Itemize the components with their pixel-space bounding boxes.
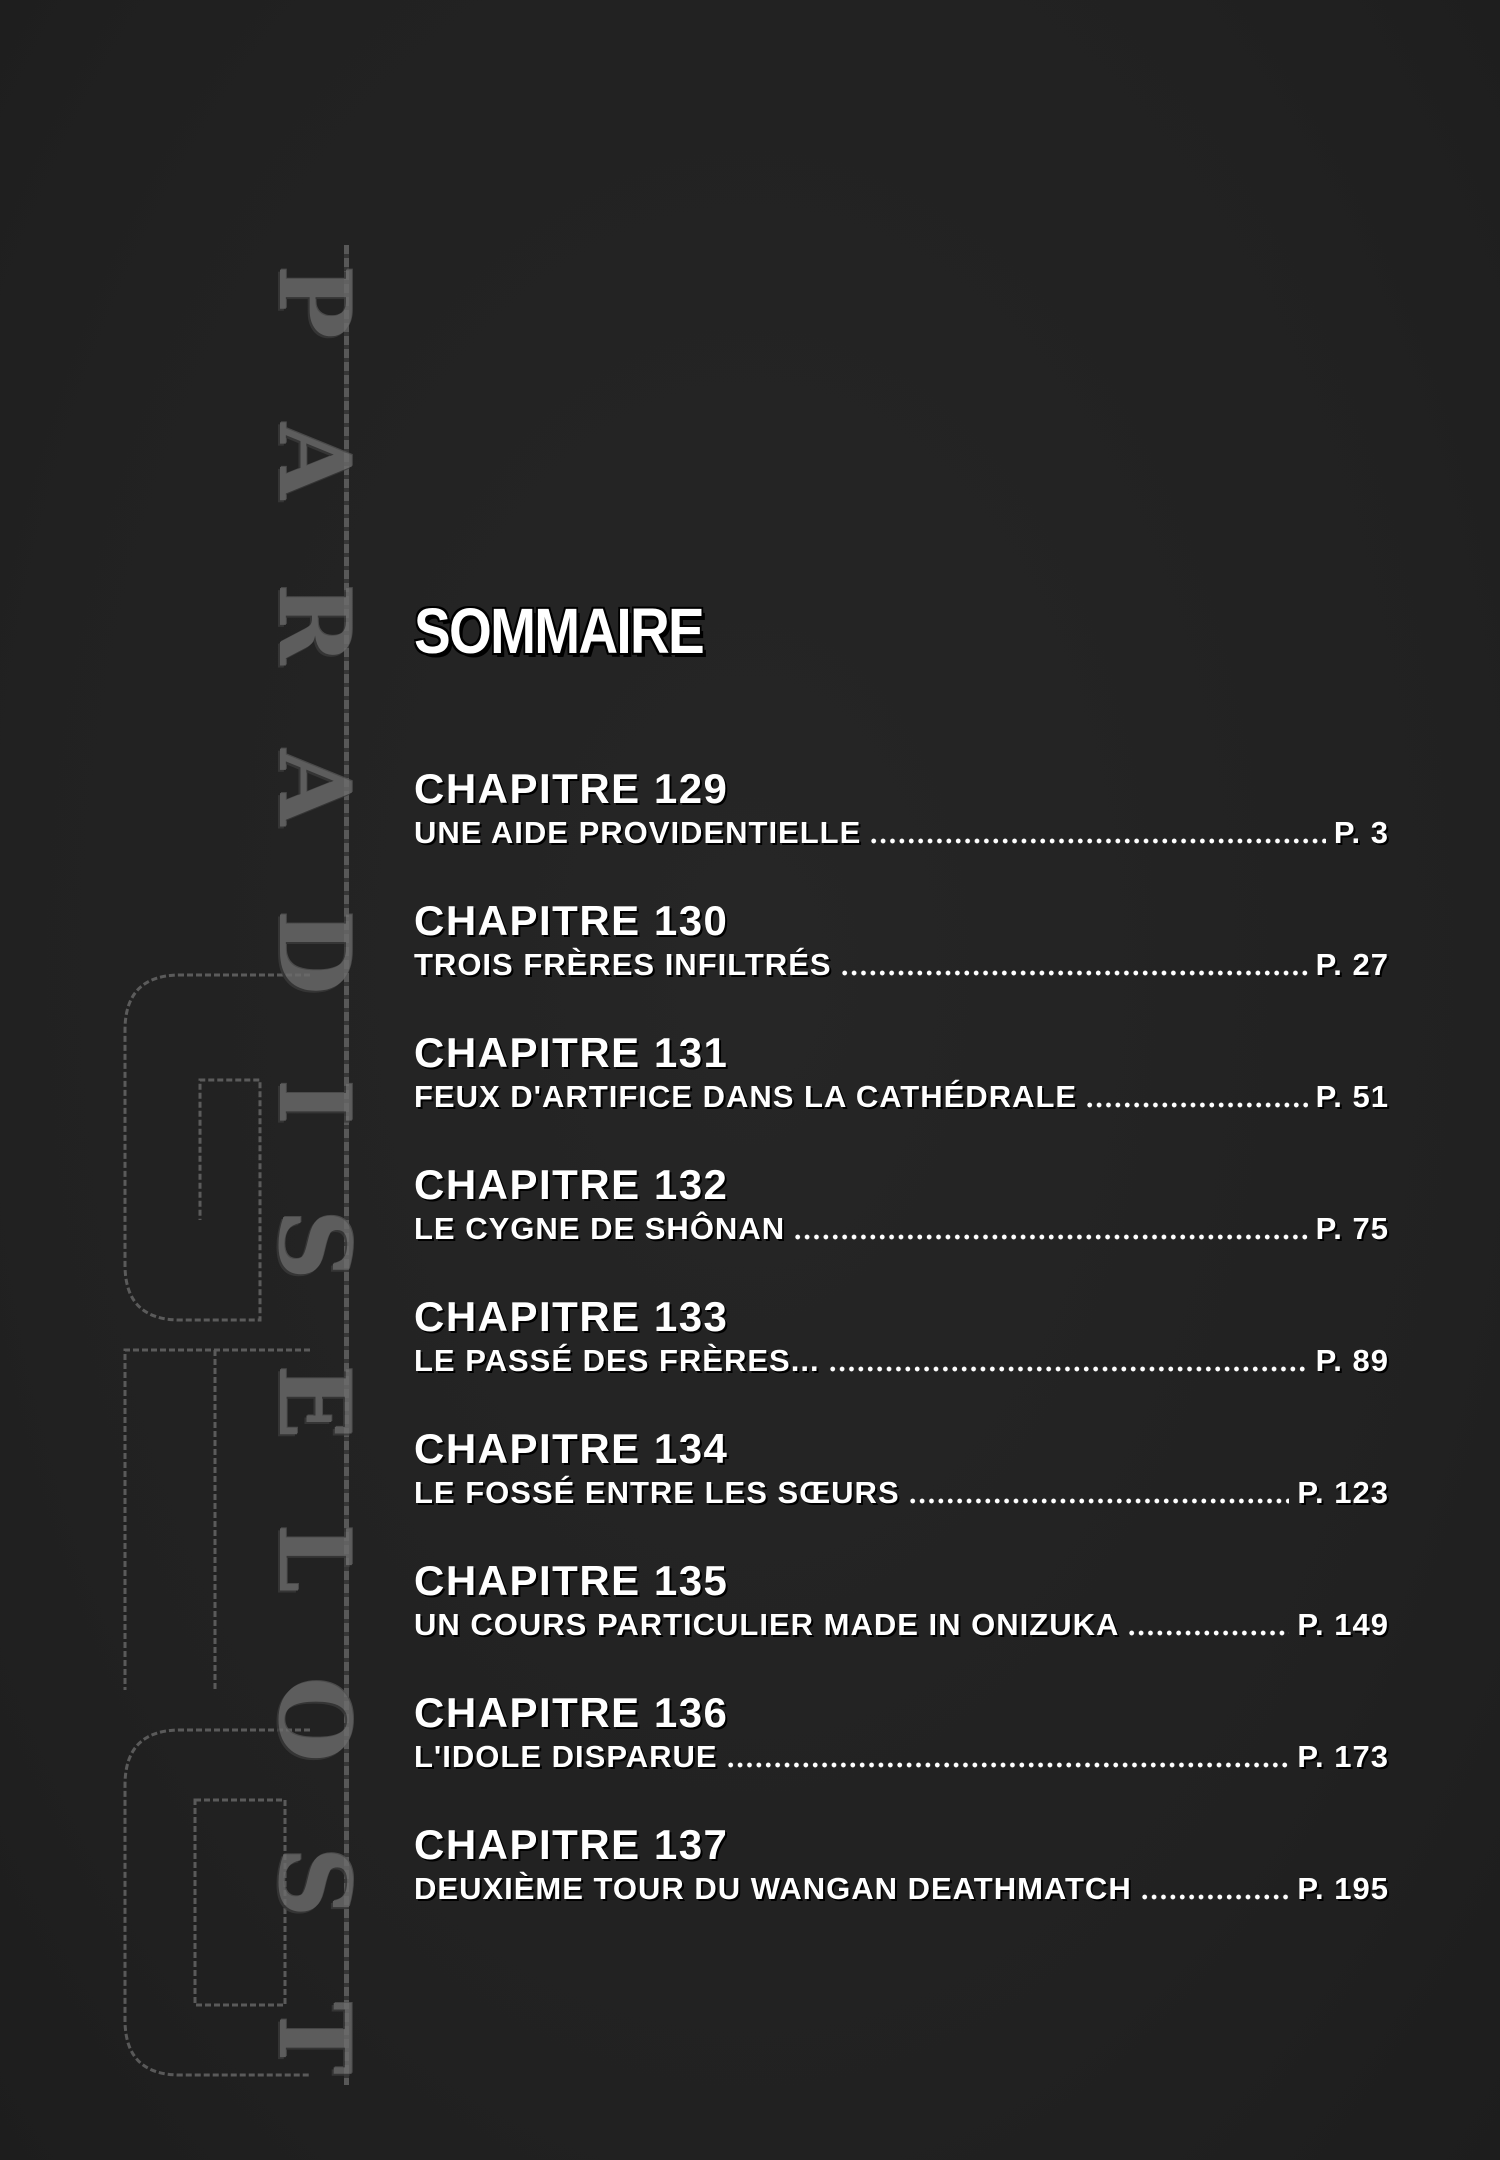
dot-leader [840, 970, 1308, 976]
logo-letter: E [256, 1364, 371, 1440]
dot-leader [908, 1498, 1290, 1504]
logo-letter: I [256, 1079, 371, 1126]
table-of-contents [414, 595, 1389, 1906]
logo-letter: A [256, 423, 371, 500]
logo-letter: L [256, 1523, 371, 1593]
chapter-page: P. 27 [1315, 947, 1389, 982]
chapter-number: CHAPITRE 130 [414, 897, 729, 944]
chapter-page: P. 149 [1297, 1607, 1389, 1642]
chapter-number: CHAPITRE 137 [414, 1821, 729, 1868]
chapter-title: LE PASSÉ DES FRÈRES... [414, 1343, 820, 1378]
dot-leader [793, 1234, 1308, 1240]
chapter-line [414, 1078, 1389, 1116]
chapter-entry [414, 1294, 1389, 1426]
chapter-entry [414, 1426, 1389, 1558]
chapter-line [414, 1474, 1389, 1512]
chapter-line [414, 814, 1389, 852]
chapter-entry [414, 766, 1389, 898]
chapter-number: CHAPITRE 133 [414, 1293, 729, 1340]
chapter-number: CHAPITRE 136 [414, 1689, 729, 1736]
chapter-title: FEUX D'ARTIFICE DANS LA CATHÉDRALE [414, 1079, 1078, 1114]
chapter-page: P. 195 [1297, 1871, 1389, 1906]
logo-letter: S [256, 1209, 371, 1281]
chapter-page: P. 89 [1315, 1343, 1389, 1378]
chapter-number: CHAPITRE 131 [414, 1029, 729, 1076]
chapter-title: LE FOSSÉ ENTRE LES SŒURS [414, 1475, 900, 1510]
dot-leader [1085, 1102, 1308, 1108]
logo-letter: A [256, 749, 371, 826]
dot-leader [1140, 1894, 1290, 1900]
dot-leader [1127, 1630, 1289, 1636]
chapter-number: CHAPITRE 134 [414, 1425, 729, 1472]
toc-title: SOMMAIRE [414, 595, 703, 667]
chapter-page: P. 75 [1315, 1211, 1389, 1246]
chapter-title: UN COURS PARTICULIER MADE IN ONIZUKA [414, 1607, 1120, 1642]
chapter-number: CHAPITRE 132 [414, 1161, 729, 1208]
chapter-entry [414, 898, 1389, 1030]
chapter-title: TROIS FRÈRES INFILTRÉS [414, 947, 832, 982]
logo-letter: O [256, 1676, 371, 1763]
chapter-page: P. 173 [1297, 1739, 1389, 1774]
vertical-logo-paradise-lost [256, 265, 371, 2075]
chapter-entry [414, 1558, 1389, 1690]
chapter-title: L'IDOLE DISPARUE [414, 1739, 718, 1774]
chapter-line [414, 1210, 1389, 1248]
chapter-page: P. 3 [1333, 815, 1389, 850]
chapter-number: CHAPITRE 129 [414, 765, 729, 812]
chapter-entry [414, 1030, 1389, 1162]
dot-leader [828, 1366, 1308, 1372]
chapter-title: UNE AIDE PROVIDENTIELLE [414, 815, 862, 850]
chapter-list [414, 766, 1389, 1954]
chapter-number: CHAPITRE 135 [414, 1557, 729, 1604]
logo-letter: R [256, 583, 371, 665]
chapter-title: LE CYGNE DE SHÔNAN [414, 1211, 786, 1246]
chapter-entry [414, 1162, 1389, 1294]
chapter-line [414, 1870, 1389, 1908]
chapter-title: DEUXIÈME TOUR DU WANGAN DEATHMATCH [414, 1871, 1132, 1906]
logo-letter: S [256, 1846, 371, 1918]
chapter-entry [414, 1822, 1389, 1954]
logo-letter: P [256, 265, 371, 339]
chapter-line [414, 1342, 1389, 1380]
dot-leader [869, 838, 1326, 844]
logo-letter: D [256, 909, 371, 995]
chapter-line [414, 1606, 1389, 1644]
chapter-line [414, 946, 1389, 984]
chapter-entry [414, 1690, 1389, 1822]
dot-leader [726, 1762, 1290, 1768]
logo-letter: T [256, 2001, 371, 2075]
chapter-line [414, 1738, 1389, 1776]
chapter-page: P. 51 [1315, 1079, 1389, 1114]
chapter-page: P. 123 [1297, 1475, 1389, 1510]
